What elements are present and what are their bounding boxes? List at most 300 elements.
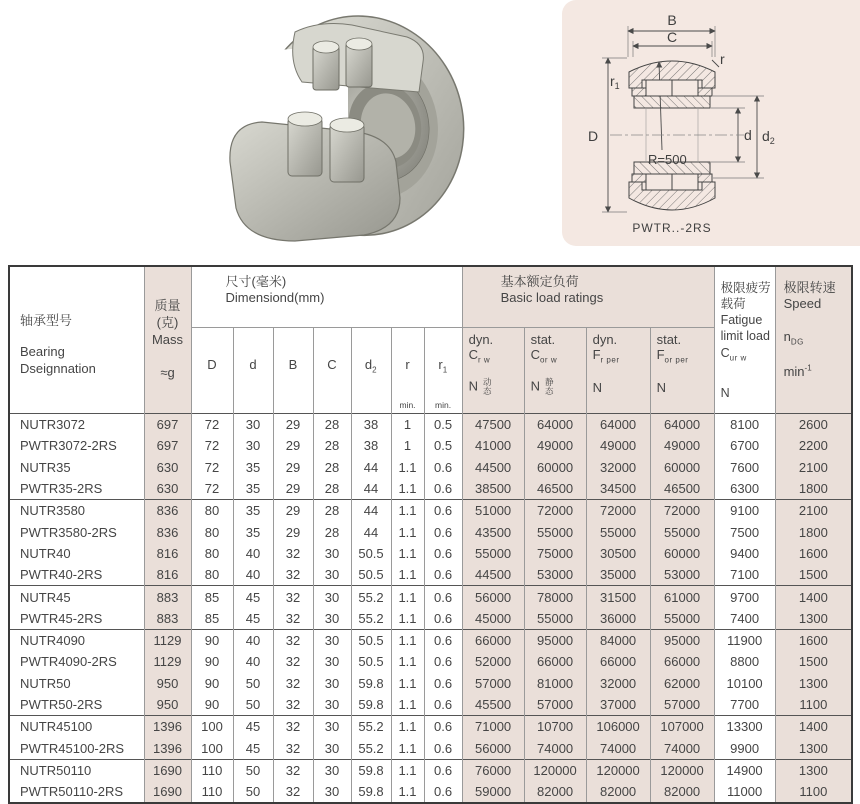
value-cell: 55000 <box>462 543 524 564</box>
value-cell: 53000 <box>524 564 586 586</box>
value-cell: 80 <box>191 543 233 564</box>
value-cell: 0.5 <box>424 414 462 436</box>
value-cell: 1.1 <box>391 564 424 586</box>
table-row <box>9 478 852 500</box>
dim-col-header: D <box>191 328 233 414</box>
value-cell: 90 <box>191 629 233 651</box>
value-cell: 72 <box>191 478 233 500</box>
value-cell: 30 <box>313 781 351 803</box>
table-row <box>9 586 852 608</box>
value-cell: 883 <box>144 608 191 630</box>
dimension-drawing-panel <box>562 0 860 246</box>
table-row <box>9 759 852 781</box>
bearing-designation-cell: PWTR50-2RS <box>20 697 103 712</box>
value-cell: 75000 <box>524 543 586 564</box>
value-cell: 9700 <box>714 586 775 608</box>
value-cell: 836 <box>144 521 191 542</box>
load-en: Basic load ratings <box>500 290 604 306</box>
value-cell: 30 <box>313 694 351 716</box>
value-cell: 52000 <box>462 651 524 672</box>
value-cell: 32 <box>273 716 313 738</box>
drawing-caption: PWTR..-2RS <box>632 221 712 235</box>
value-cell: 74000 <box>524 737 586 759</box>
value-cell: 6700 <box>714 435 775 456</box>
load-cn: 基本额定负荷 <box>500 274 579 289</box>
value-cell: 35000 <box>586 564 650 586</box>
value-cell: 950 <box>144 694 191 716</box>
value-cell: 72 <box>191 457 233 478</box>
value-cell: 55000 <box>650 521 714 542</box>
value-cell: 1800 <box>775 478 852 500</box>
value-cell: 9900 <box>714 737 775 759</box>
value-cell: 106000 <box>586 716 650 738</box>
value-cell: 80 <box>191 521 233 542</box>
value-cell: 45000 <box>462 608 524 630</box>
value-cell: 29 <box>273 435 313 456</box>
value-cell: 1800 <box>775 521 852 542</box>
mass-unit: ≈g <box>160 364 175 380</box>
value-cell: 6300 <box>714 478 775 500</box>
value-cell: 950 <box>144 673 191 694</box>
value-cell: 95000 <box>650 629 714 651</box>
value-cell: 40 <box>233 629 273 651</box>
value-cell: 38500 <box>462 478 524 500</box>
value-cell: 1.1 <box>391 608 424 630</box>
value-cell: 883 <box>144 586 191 608</box>
value-cell: 28 <box>313 478 351 500</box>
value-cell: 1.1 <box>391 543 424 564</box>
value-cell: 55000 <box>524 608 586 630</box>
value-cell: 30 <box>313 651 351 672</box>
value-cell: 28 <box>313 521 351 542</box>
value-cell: 1396 <box>144 737 191 759</box>
value-cell: 66000 <box>586 651 650 672</box>
value-cell: 40 <box>233 564 273 586</box>
value-cell: 1.1 <box>391 737 424 759</box>
value-cell: 2100 <box>775 500 852 522</box>
bearing-designation-cell: NUTR40 <box>20 545 71 561</box>
value-cell: 50.5 <box>351 629 391 651</box>
value-cell: 697 <box>144 435 191 456</box>
designation-header <box>9 266 144 414</box>
value-cell: 30 <box>313 716 351 738</box>
value-cell: 30 <box>313 608 351 630</box>
value-cell: 50 <box>233 759 273 781</box>
value-cell: 38 <box>351 435 391 456</box>
value-cell: 11000 <box>714 781 775 803</box>
value-cell: 107000 <box>650 716 714 738</box>
value-cell: 95000 <box>524 629 586 651</box>
load-col-header: stat. $F_{or per}$ N <box>650 328 714 414</box>
value-cell: 44 <box>351 457 391 478</box>
value-cell: 1300 <box>775 673 852 694</box>
value-cell: 90 <box>191 651 233 672</box>
value-cell: 0.6 <box>424 629 462 651</box>
speed-header <box>775 266 852 414</box>
value-cell: 66000 <box>650 651 714 672</box>
value-cell: 82000 <box>650 781 714 803</box>
value-cell: 57000 <box>650 694 714 716</box>
value-cell: 13300 <box>714 716 775 738</box>
table-row <box>9 564 852 586</box>
table-body <box>9 414 852 804</box>
value-cell: 1690 <box>144 759 191 781</box>
value-cell: 74000 <box>650 737 714 759</box>
load-col-header: stat. $C_{or w}$ N 静态 <box>524 328 586 414</box>
value-cell: 630 <box>144 478 191 500</box>
value-cell: 32 <box>273 629 313 651</box>
value-cell: 0.6 <box>424 651 462 672</box>
roller <box>313 41 339 90</box>
value-cell: 0.6 <box>424 673 462 694</box>
value-cell: 50 <box>233 673 273 694</box>
dimension-drawing <box>562 0 860 246</box>
bearing-designation-cell: PWTR35-2RS <box>20 481 103 497</box>
fatigue-en1: Fatigue <box>720 313 763 327</box>
bearing-designation-cell: NUTR3580 <box>9 500 144 522</box>
value-cell: 62000 <box>650 673 714 694</box>
value-cell: 45 <box>233 737 273 759</box>
value-cell: 1129 <box>144 651 191 672</box>
value-cell: 30 <box>233 435 273 456</box>
value-cell: 71000 <box>462 716 524 738</box>
value-cell: 0.5 <box>424 435 462 456</box>
value-cell: 51000 <box>462 500 524 522</box>
table-row <box>9 673 852 694</box>
value-cell: 49000 <box>650 435 714 456</box>
value-cell: 66000 <box>524 651 586 672</box>
value-cell: 37000 <box>586 694 650 716</box>
value-cell: 120000 <box>524 759 586 781</box>
value-cell: 64000 <box>524 414 586 436</box>
value-cell: 10700 <box>524 716 586 738</box>
value-cell: 697 <box>144 414 191 436</box>
value-cell: 44 <box>351 521 391 542</box>
dim-col-header: d <box>233 328 273 414</box>
value-cell: 120000 <box>650 759 714 781</box>
value-cell: 60000 <box>650 543 714 564</box>
value-cell: 1.1 <box>391 781 424 803</box>
bearing-designation-cell: PWTR3072-2RS <box>20 438 117 454</box>
bearing-photo <box>200 4 500 254</box>
value-cell: 90 <box>191 694 233 716</box>
value-cell: 59.8 <box>351 781 391 803</box>
value-cell: 30 <box>313 673 351 694</box>
dimensions-header <box>191 266 462 328</box>
value-cell: 53000 <box>650 564 714 586</box>
value-cell: 55.2 <box>351 716 391 738</box>
speed-unit: $\min^{-1}$ <box>783 363 812 380</box>
value-cell: 38 <box>351 414 391 436</box>
bearing-designation-cell: NUTR50 <box>20 675 71 691</box>
value-cell: 30 <box>313 759 351 781</box>
value-cell: 57000 <box>524 694 586 716</box>
value-cell: 35 <box>233 521 273 542</box>
value-cell: 57000 <box>462 673 524 694</box>
value-cell: 81000 <box>524 673 586 694</box>
bearing-designation-cell: NUTR45100 <box>9 716 144 738</box>
value-cell: 816 <box>144 564 191 586</box>
value-cell: 0.6 <box>424 543 462 564</box>
value-cell: 44 <box>351 478 391 500</box>
value-cell: 32 <box>273 543 313 564</box>
bearing-spec-table <box>8 265 853 804</box>
table-row <box>9 694 852 716</box>
value-cell: 32 <box>273 759 313 781</box>
mass-header <box>144 266 191 414</box>
fatigue-en2: limit load <box>720 329 770 344</box>
bearing-designation-cell: PWTR40-2RS <box>20 567 103 583</box>
table-row <box>9 500 852 522</box>
value-cell: 2600 <box>775 414 852 436</box>
value-cell: 110 <box>191 759 233 781</box>
value-cell: 46500 <box>650 478 714 500</box>
value-cell: 59.8 <box>351 694 391 716</box>
value-cell: 1396 <box>144 716 191 738</box>
value-cell: 29 <box>273 457 313 478</box>
bearing-designation-cell: NUTR50110 <box>9 759 144 781</box>
bearing-section <box>629 61 715 210</box>
value-cell: 46500 <box>524 478 586 500</box>
value-cell: 2100 <box>775 457 852 478</box>
value-cell: 49000 <box>524 435 586 456</box>
label-B: B <box>667 12 677 28</box>
value-cell: 28 <box>313 414 351 436</box>
value-cell: 80 <box>191 500 233 522</box>
value-cell: 55.2 <box>351 608 391 630</box>
table-row <box>9 521 852 542</box>
fatigue-unit: N <box>720 386 730 401</box>
value-cell: 10100 <box>714 673 775 694</box>
value-cell: 35 <box>233 478 273 500</box>
value-cell: 1500 <box>775 651 852 672</box>
value-cell: 74000 <box>586 737 650 759</box>
value-cell: 0.6 <box>424 737 462 759</box>
value-cell: 45 <box>233 716 273 738</box>
table-row <box>9 651 852 672</box>
value-cell: 630 <box>144 457 191 478</box>
value-cell: 56000 <box>462 586 524 608</box>
value-cell: 1.1 <box>391 521 424 542</box>
value-cell: 29 <box>273 414 313 436</box>
value-cell: 100 <box>191 737 233 759</box>
value-cell: 0.6 <box>424 564 462 586</box>
value-cell: 56000 <box>462 737 524 759</box>
value-cell: 0.6 <box>424 608 462 630</box>
bearing-designation-cell: PWTR3580-2RS <box>20 524 117 540</box>
value-cell: 9400 <box>714 543 775 564</box>
value-cell: 1300 <box>775 759 852 781</box>
bearing-photo-illustration <box>200 4 500 254</box>
value-cell: 1500 <box>775 564 852 586</box>
value-cell: 0.6 <box>424 500 462 522</box>
speed-en: Speed <box>783 296 822 312</box>
value-cell: 1.1 <box>391 586 424 608</box>
value-cell: 72000 <box>586 500 650 522</box>
value-cell: 120000 <box>586 759 650 781</box>
value-cell: 32 <box>273 564 313 586</box>
value-cell: 1.1 <box>391 716 424 738</box>
value-cell: 0.6 <box>424 521 462 542</box>
value-cell: 80 <box>191 564 233 586</box>
value-cell: 14900 <box>714 759 775 781</box>
value-cell: 85 <box>191 586 233 608</box>
value-cell: 78000 <box>524 586 586 608</box>
radius-note: R=500 <box>648 152 687 167</box>
bearing-designation-cell: NUTR3072 <box>20 417 86 433</box>
value-cell: 64000 <box>586 414 650 436</box>
load-col-header: dyn. $C_{r w}$ N 动态 <box>462 328 524 414</box>
value-cell: 44500 <box>462 457 524 478</box>
value-cell: 32 <box>273 781 313 803</box>
roller <box>330 118 364 182</box>
table-row <box>9 781 852 803</box>
value-cell: 1600 <box>775 543 852 564</box>
value-cell: 85 <box>191 608 233 630</box>
value-cell: 1690 <box>144 781 191 803</box>
bearing-designation-cell: PWTR50110-2RS <box>20 784 124 800</box>
value-cell: 8800 <box>714 651 775 672</box>
value-cell: 90 <box>191 673 233 694</box>
value-cell: 1 <box>391 435 424 456</box>
value-cell: 7600 <box>714 457 775 478</box>
value-cell: 7100 <box>714 564 775 586</box>
value-cell: 49000 <box>586 435 650 456</box>
bearing-designation-cell: PWTR4090-2RS <box>20 654 117 670</box>
value-cell: 45 <box>233 608 273 630</box>
label-d: d <box>744 127 752 143</box>
dim-col-header: $r_1$ min. <box>424 328 462 414</box>
value-cell: 50 <box>233 781 273 803</box>
label-d2: $d_2$ <box>762 128 775 146</box>
dim-col-header: $d_2$ <box>351 328 391 414</box>
fatigue-header <box>714 266 775 414</box>
fatigue-cn2: 载荷 <box>720 296 746 311</box>
bearing-designation-cell: PWTR45-2RS <box>20 610 103 626</box>
value-cell: 32000 <box>586 457 650 478</box>
value-cell: 55000 <box>524 521 586 542</box>
value-cell: 32000 <box>586 673 650 694</box>
value-cell: 35 <box>233 457 273 478</box>
value-cell: 1400 <box>775 586 852 608</box>
bearing-designation-cell: PWTR45100-2RS <box>20 740 125 756</box>
value-cell: 1600 <box>775 629 852 651</box>
value-cell: 82000 <box>586 781 650 803</box>
fatigue-symbol: $C_{ur w}$ <box>720 345 747 362</box>
value-cell: 1300 <box>775 608 852 630</box>
value-cell: 0.6 <box>424 694 462 716</box>
value-cell: 0.6 <box>424 457 462 478</box>
mass-cn: 质量 <box>154 298 181 314</box>
value-cell: 66000 <box>462 629 524 651</box>
value-cell: 28 <box>313 457 351 478</box>
value-cell: 55.2 <box>351 586 391 608</box>
label-r: r <box>720 51 725 67</box>
value-cell: 43500 <box>462 521 524 542</box>
value-cell: 1.1 <box>391 478 424 500</box>
dim-en: Dimensiond(mm) <box>225 290 325 306</box>
roller <box>346 38 372 87</box>
dim-col-header: C <box>313 328 351 414</box>
value-cell: 32 <box>273 737 313 759</box>
value-cell: 816 <box>144 543 191 564</box>
value-cell: 100 <box>191 716 233 738</box>
value-cell: 76000 <box>462 759 524 781</box>
load-col-header: dyn. $F_{r per}$ N <box>586 328 650 414</box>
table-row <box>9 543 852 564</box>
label-D: D <box>588 128 599 144</box>
value-cell: 44500 <box>462 564 524 586</box>
value-cell: 30 <box>233 414 273 436</box>
value-cell: 28 <box>313 500 351 522</box>
value-cell: 45500 <box>462 694 524 716</box>
value-cell: 1 <box>391 414 424 436</box>
value-cell: 72 <box>191 414 233 436</box>
value-cell: 30 <box>313 543 351 564</box>
value-cell: 55000 <box>650 608 714 630</box>
value-cell: 0.6 <box>424 586 462 608</box>
value-cell: 35 <box>233 500 273 522</box>
label-r1: $r_1$ <box>610 73 620 91</box>
table-row <box>9 457 852 478</box>
value-cell: 30 <box>313 564 351 586</box>
bearing-designation-cell: NUTR4090 <box>9 629 144 651</box>
value-cell: 110 <box>191 781 233 803</box>
value-cell: 29 <box>273 500 313 522</box>
value-cell: 55000 <box>586 521 650 542</box>
value-cell: 59000 <box>462 781 524 803</box>
value-cell: 7400 <box>714 608 775 630</box>
value-cell: 32 <box>273 673 313 694</box>
table-row <box>9 716 852 738</box>
value-cell: 29 <box>273 521 313 542</box>
value-cell: 32 <box>273 651 313 672</box>
value-cell: 72 <box>191 435 233 456</box>
value-cell: 7500 <box>714 521 775 542</box>
designation-cn: 轴承型号 <box>20 313 73 329</box>
table-row <box>9 435 852 456</box>
value-cell: 1.1 <box>391 694 424 716</box>
value-cell: 0.6 <box>424 781 462 803</box>
value-cell: 44 <box>351 500 391 522</box>
speed-symbol: $n_{DG}$ <box>783 329 804 347</box>
value-cell: 29 <box>273 478 313 500</box>
value-cell: 60000 <box>650 457 714 478</box>
value-cell: 36000 <box>586 608 650 630</box>
value-cell: 32 <box>273 586 313 608</box>
value-cell: 1.1 <box>391 651 424 672</box>
value-cell: 55.2 <box>351 737 391 759</box>
value-cell: 41000 <box>462 435 524 456</box>
table-row <box>9 608 852 630</box>
value-cell: 1300 <box>775 737 852 759</box>
value-cell: 11900 <box>714 629 775 651</box>
value-cell: 64000 <box>650 414 714 436</box>
value-cell: 50 <box>233 694 273 716</box>
mass-en: Mass <box>151 332 184 347</box>
designation-en1: Bearing <box>20 343 65 359</box>
label-C: C <box>666 29 678 45</box>
value-cell: 50.5 <box>351 651 391 672</box>
value-cell: 34500 <box>586 478 650 500</box>
value-cell: 30 <box>313 629 351 651</box>
mass-cn2: (克) <box>156 315 179 331</box>
value-cell: 72000 <box>650 500 714 522</box>
value-cell: 1.1 <box>391 759 424 781</box>
value-cell: 61000 <box>650 586 714 608</box>
value-cell: 1100 <box>775 781 852 803</box>
value-cell: 1100 <box>775 694 852 716</box>
